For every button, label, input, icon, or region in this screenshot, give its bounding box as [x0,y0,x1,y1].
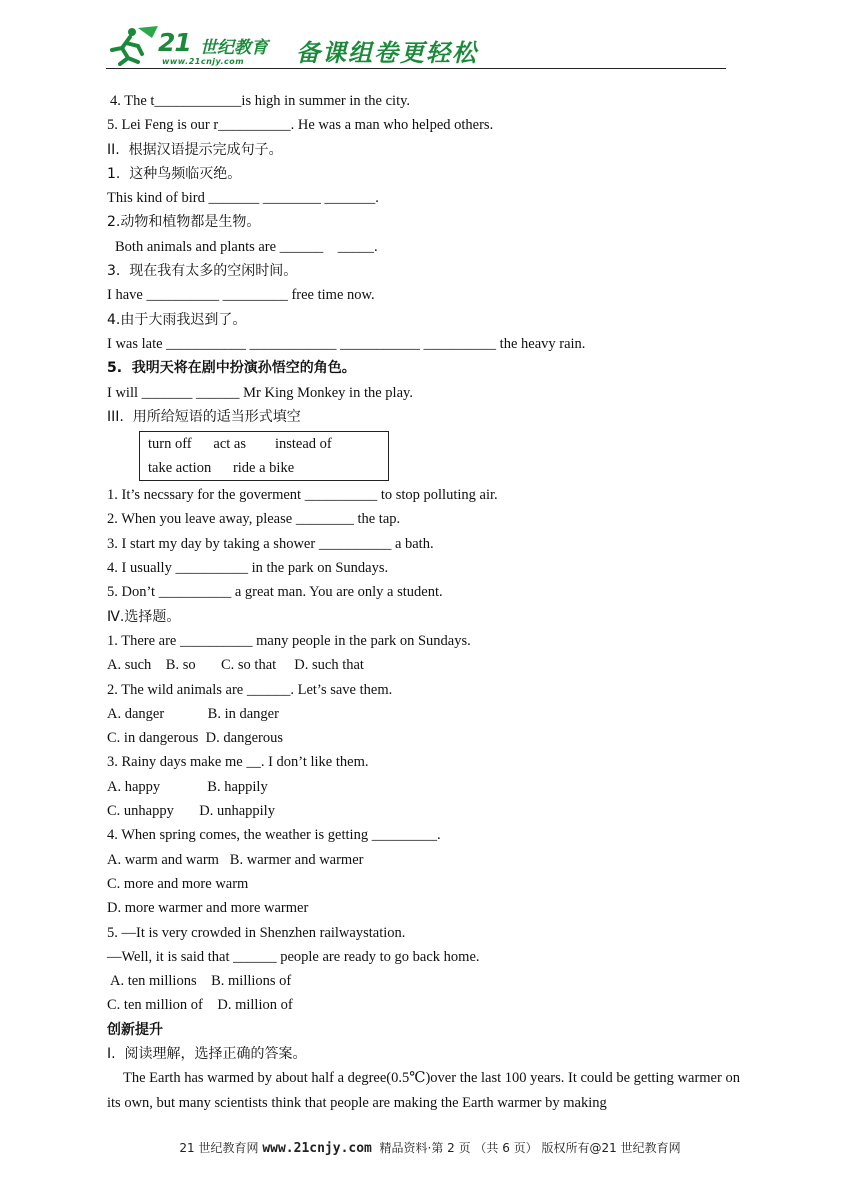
logo-number: 21 [158,28,191,57]
question-line: 4. When spring comes, the weather is getting _________. [107,827,441,844]
question-prompt: 4.由于大雨我迟到了。 [107,311,247,328]
question-line: I will _______ ______ Mr King Monkey in the play. [107,384,413,401]
footer-left: 21 世纪教育网 [179,1141,263,1155]
answer-options: D. more warmer and more warmer [107,900,309,917]
question-line: 5. Lei Feng is our r__________. He was a man who helped others. [107,117,494,134]
question-line: I was late ___________ ____________ ___________ __________ the heavy rain. [107,335,586,352]
footer-url-link[interactable]: www.21cnjy.com [262,1141,372,1156]
answer-options: A. happy B. happily [107,778,268,795]
question-line: 3. Rainy days make me __. I don’t like them. [107,754,369,771]
question-line: 1. There are __________ many people in the park on Sundays. [107,632,471,649]
answer-options: A. danger B. in danger [107,705,279,722]
section-heading: Ⅳ.选择题。 [107,608,181,625]
footer-right: 精品资料·第 2 页 （共 6 页） 版权所有@21 世纪教育网 [371,1141,681,1155]
question-line: 3. I start my day by taking a shower __________ a bath. [107,535,434,552]
answer-options: C. in dangerous D. dangerous [107,730,283,747]
header-rule [106,68,726,69]
answer-options: A. ten millions B. millions of [110,973,292,990]
question-line: —Well, it is said that ______ people are ready to go back home. [107,948,480,965]
runner-logo-icon [108,24,162,66]
question-line: 1. It’s necssary for the goverment __________ to stop polluting air. [107,487,498,504]
question-prompt: 2.动物和植物都是生物。 [107,214,261,231]
question-line: 2. The wild animals are ______. Let’s save them. [107,681,393,698]
question-line: This kind of bird _______ ________ _______. [107,190,379,207]
answer-options: C. unhappy D. unhappily [107,803,275,820]
question-line: 4. I usually __________ in the park on Sundays. [107,560,389,577]
answer-options: C. more and more warm [107,875,249,892]
question-prompt: 3. 现在我有太多的空闲时间。 [107,263,298,280]
question-line: 5. —It is very crowded in Shenzhen railwaystation. [107,924,406,941]
header-slogan: 备课组卷更轻松 [296,39,478,67]
section-heading: II. 根据汉语提示完成句子。 [107,141,283,158]
question-line: Both animals and plants are ______ _____. [115,238,378,255]
logo-url: www.21cnjy.com [162,57,245,66]
page-header [106,22,726,72]
phrase-box [139,431,389,481]
worksheet-body [107,89,747,1115]
question-line: 5. Don’t __________ a great man. You are only a student. [107,584,443,601]
question-line: 4. The t____________is high in summer in the city. [110,93,411,109]
answer-options: A. such B. so C. so that D. such that [107,657,364,674]
question-prompt: 1. 这种鸟频临灭绝。 [107,165,242,182]
answer-options: C. ten million of D. million of [107,997,293,1014]
section-heading: 创新提升 [107,1021,163,1038]
logo-text: 世纪教育 [200,38,268,58]
page-footer [0,1139,860,1156]
section-heading: III. 用所给短语的适当形式填空 [107,408,301,425]
question-prompt: 5. 我明天将在剧中扮演孙悟空的角色。 [107,360,356,377]
question-line: 2. When you leave away, please ________ the tap. [107,511,401,528]
phrase-row: turn off act as instead of [148,436,332,453]
answer-options: A. warm and warm B. warmer and warmer [107,851,364,868]
section-heading: I. 阅读理解，选择正确的答案。 [107,1045,307,1062]
question-line: I have __________ _________ free time now. [107,287,375,304]
reading-passage: The Earth has warmed by about half a degree(0.5℃)over the last 100 years. It could be getting warmer on its own, but many scientists think that people are making the Earth warmer by making [107,1070,740,1111]
phrase-row: take action ride a bike [148,460,295,477]
